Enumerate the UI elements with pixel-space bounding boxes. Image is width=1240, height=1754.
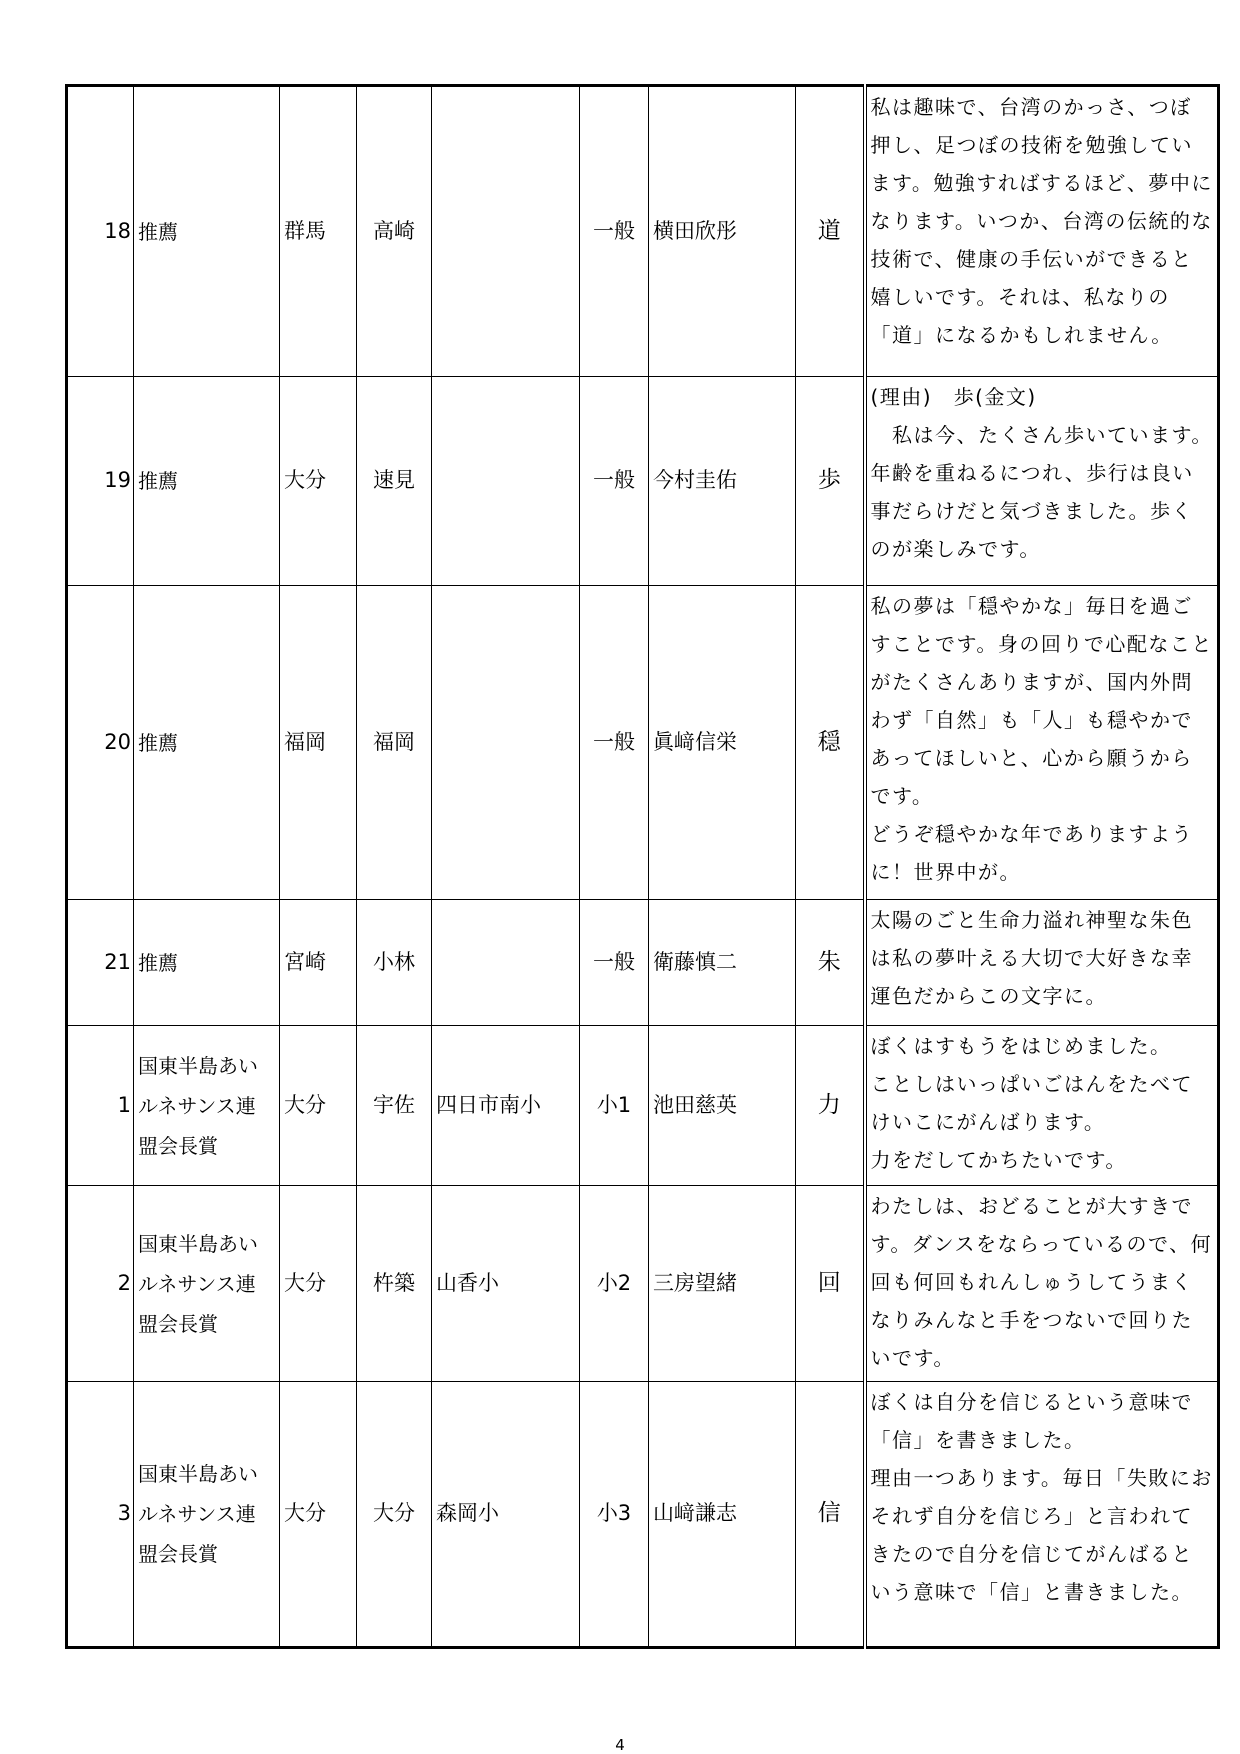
reason-cell: 太陽のごと生命力溢れ神聖な朱色は私の夢叶える大切で大好きな幸運色だからこの文字に。 (865, 900, 1219, 1026)
table-row (67, 900, 1219, 1026)
city-cell: 福岡 (357, 586, 432, 900)
table-row (67, 586, 1219, 900)
city-cell: 宇佐 (357, 1026, 432, 1186)
award-cell: 国東半島あいルネサンス連盟会長賞 (134, 1026, 280, 1186)
kanji-cell: 信 (796, 1382, 865, 1648)
prefecture-cell: 群馬 (280, 86, 357, 377)
grade-cell: 一般 (580, 586, 649, 900)
table-row (67, 377, 1219, 586)
grade-cell: 小2 (580, 1186, 649, 1382)
award-cell: 推薦 (134, 900, 280, 1026)
award-cell: 推薦 (134, 377, 280, 586)
name-cell: 衛藤慎二 (649, 900, 796, 1026)
kanji-cell: 朱 (796, 900, 865, 1026)
entries-table (65, 84, 1220, 1649)
reason-cell: ぼくはすもうをはじめました。 ことしはいっぱいごはんをたべてけいこにがんばります。 力をだしてかちたいです。 (865, 1026, 1219, 1186)
kanji-cell: 力 (796, 1026, 865, 1186)
school-cell (432, 900, 580, 1026)
city-cell: 杵築 (357, 1186, 432, 1382)
entry-number: 2 (67, 1186, 134, 1382)
award-cell: 国東半島あいルネサンス連盟会長賞 (134, 1382, 280, 1648)
school-cell (432, 86, 580, 377)
entry-number: 21 (67, 900, 134, 1026)
school-cell (432, 586, 580, 900)
name-cell: 池田慈英 (649, 1026, 796, 1186)
grade-cell: 一般 (580, 900, 649, 1026)
name-cell: 横田欣彤 (649, 86, 796, 377)
prefecture-cell: 大分 (280, 1186, 357, 1382)
award-cell: 推薦 (134, 86, 280, 377)
entry-number: 1 (67, 1026, 134, 1186)
grade-cell: 小3 (580, 1382, 649, 1648)
school-cell (432, 377, 580, 586)
name-cell: 三房望緒 (649, 1186, 796, 1382)
school-cell: 山香小 (432, 1186, 580, 1382)
kanji-cell: 道 (796, 86, 865, 377)
kanji-cell: 歩 (796, 377, 865, 586)
prefecture-cell: 大分 (280, 1026, 357, 1186)
reason-cell: 私の夢は「穏やかな」毎日を過ごすことです。身の回りで心配なことがたくさんありますが、国内外問わず「自然」も「人」も穏やかであってほしいと、心から願うからです。 どうぞ穏やかな年でありますように！世界中が。 (865, 586, 1219, 900)
reason-cell: (理由) 歩(金文) 私は今、たくさん歩いています。年齢を重ねるにつれ、歩行は良い事だらけだと気づきました。歩くのが楽しみです。 (865, 377, 1219, 586)
reason-cell: わたしは、おどることが大すきです。ダンスをならっているので、何回も何回もれんしゅうしてうまくなりみんなと手をつないで回りたいです。 (865, 1186, 1219, 1382)
kanji-cell: 回 (796, 1186, 865, 1382)
prefecture-cell: 福岡 (280, 586, 357, 900)
name-cell: 山﨑謙志 (649, 1382, 796, 1648)
reason-cell: 私は趣味で、台湾のかっさ、つぼ押し、足つぼの技術を勉強しています。勉強すればするほど、夢中になります。いつか、台湾の伝統的な技術で、健康の手伝いができると嬉しいです。それは、私なりの「道」になるかもしれません。 (865, 86, 1219, 377)
kanji-cell: 穏 (796, 586, 865, 900)
school-cell: 四日市南小 (432, 1026, 580, 1186)
prefecture-cell: 宮崎 (280, 900, 357, 1026)
prefecture-cell: 大分 (280, 1382, 357, 1648)
reason-cell: ぼくは自分を信じるという意味で「信」を書きました。 理由一つあります。毎日「失敗におそれず自分を信じろ」と言われてきたので自分を信じてがんばるという意味で「信」と書きました。 (865, 1382, 1219, 1648)
award-cell: 国東半島あいルネサンス連盟会長賞 (134, 1186, 280, 1382)
name-cell: 眞﨑信栄 (649, 586, 796, 900)
award-cell: 推薦 (134, 586, 280, 900)
table-row (67, 86, 1219, 377)
prefecture-cell: 大分 (280, 377, 357, 586)
grade-cell: 小1 (580, 1026, 649, 1186)
grade-cell: 一般 (580, 86, 649, 377)
entry-number: 18 (67, 86, 134, 377)
name-cell: 今村圭佑 (649, 377, 796, 586)
grade-cell: 一般 (580, 377, 649, 586)
table-row (67, 1026, 1219, 1186)
entry-number: 19 (67, 377, 134, 586)
city-cell: 小林 (357, 900, 432, 1026)
page-number: 4 (615, 1736, 625, 1754)
school-cell: 森岡小 (432, 1382, 580, 1648)
city-cell: 速見 (357, 377, 432, 586)
city-cell: 高崎 (357, 86, 432, 377)
table-body (67, 86, 1219, 1648)
table-row (67, 1186, 1219, 1382)
table-row (67, 1382, 1219, 1648)
city-cell: 大分 (357, 1382, 432, 1648)
entry-number: 20 (67, 586, 134, 900)
entry-number: 3 (67, 1382, 134, 1648)
